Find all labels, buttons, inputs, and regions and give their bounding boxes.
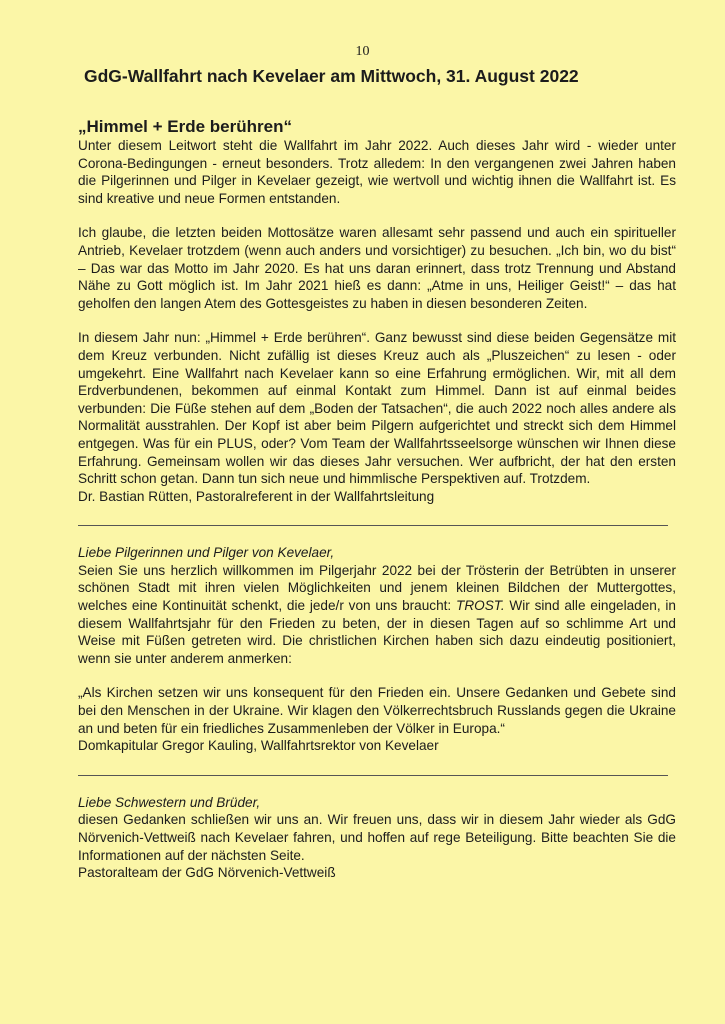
- divider-line: [78, 775, 668, 776]
- salutation: Liebe Schwestern und Brüder,: [78, 794, 261, 810]
- quote: „Als Kirchen setzen wir uns konsequent für den Frieden ein. Unsere Gedanken und Gebete sind bei den Menschen in der Ukraine. Wir klagen den Völkerrechtsbruch Russlands gegen die Ukraine an und beten für ein friedliches Zusammenleben der Völker in Europa.“: [78, 685, 676, 736]
- paragraph: Ich glaube, die letzten beiden Mottosätze waren allesamt sehr passend und auch ein spiritueller Antrieb, Kevelaer trotzdem (wenn auch anders und vorsichtiger) zu besuchen. „Ich bin, wo du bist“ – Das war das Motto im Jahr 2020. Es hat uns daran erinnert, dass trotz Trennung und Abstand Nähe zu Gott möglich ist. Im Jahr 2021 hieß es dann: „Atme in uns, Heiliger Geist!“ – das hat geholfen den langen Atem des Gottesgeistes zu haben in diesen besonderen Zeiten.: [78, 225, 676, 311]
- paragraph: In diesem Jahr nun: „Himmel + Erde berühren“. Ganz bewusst sind diese beiden Gegensätze mit dem Kreuz verbunden. Nicht zufällig ist dieses Kreuz auch als „Pluszeichen“ zu lesen - oder umgekehrt. Eine Wallfahrt nach Kevelaer kann so eine Erfahrung ermöglichen. Wir, mit all dem Erdverbundenen, bekommen auf einmal Kontakt zum Himmel. Dann ist auf einmal beides verbunden: Die Füße stehen auf dem „Boden der Tatsachen“, die auch 2022 noch alles andere als Normalität ausstrahlen. Der Kopf ist aber beim Pilgern aufgerichtet und streckt sich dem Himmel entgegen. Was für ein PLUS, oder? Vom Team der Wallfahrtsseelsorge wünschen wir Ihnen diese Erfahrung. Gemeinsam wollen wir das dieses Jahr versuchen. Wer aufbricht, der hat den ersten Schritt schon getan. Dann tun sich neue und himmlische Perspektiven auf. Trotzdem.: [78, 330, 676, 487]
- divider-line: [78, 525, 668, 526]
- paragraph: diesen Gedanken schließen wir uns an. Wir freuen uns, dass wir in diesem Jahr wieder als GdG Nörvenich-Vettweiß nach Kevelaer fahren, und hoffen auf rege Beteiligung. Bitte beachten Sie die Informationen auf der nächsten Seite.: [78, 812, 676, 863]
- document-body: [78, 66, 676, 882]
- paragraph: Unter diesem Leitwort steht die Wallfahrt im Jahr 2022. Auch dieses Jahr wird - wieder unter Corona-Bedingungen - erneut besonders. Trotz alledem: In den vergangenen zwei Jahren haben die Pilgerinnen und Pilger in Kevelaer gezeigt, wie wertvoll und wichtig ihnen die Wallfahrt ist. Es sind kreative und neue Formen entstanden.: [78, 138, 676, 206]
- paragraph-text: Wir sind alle eingeladen, in diesem Wallfahrtsjahr für den Frieden zu beten, der in diesen Tagen auf so schlimme Art und Weise mit Füßen getreten wird. Die christlichen Kirchen haben sich dazu eindeutig positioniert, wenn sie unter anderem anmerken:: [78, 598, 676, 666]
- paragraph: [78, 562, 676, 668]
- paragraph-text: Seien Sie uns herzlich willkommen im Pilgerjahr 2022 bei der Trösterin der Betrübten in unserer schönen Stadt mit ihren vielen Möglichkeiten und jenem kleinen Bildchen der Muttergottes, welches eine Kontinuität schenkt, die jede/r von uns braucht:: [78, 562, 676, 614]
- page-number: 10: [355, 44, 370, 59]
- page-title: GdG-Wallfahrt nach Kevelaer am Mittwoch, 31. August 2022: [84, 66, 579, 86]
- emphasis-text: TROST.: [456, 598, 505, 614]
- signature: Pastoralteam der GdG Nörvenich-Vettweiß: [78, 865, 336, 881]
- signature: Dr. Bastian Rütten, Pastoralreferent in der Wallfahrtsleitung: [78, 488, 435, 504]
- section-heading: „Himmel + Erde berühren“: [78, 117, 292, 136]
- salutation: Liebe Pilgerinnen und Pilger von Kevelaer,: [78, 545, 335, 561]
- signature: Domkapitular Gregor Kauling, Wallfahrtsrektor von Kevelaer: [78, 738, 439, 754]
